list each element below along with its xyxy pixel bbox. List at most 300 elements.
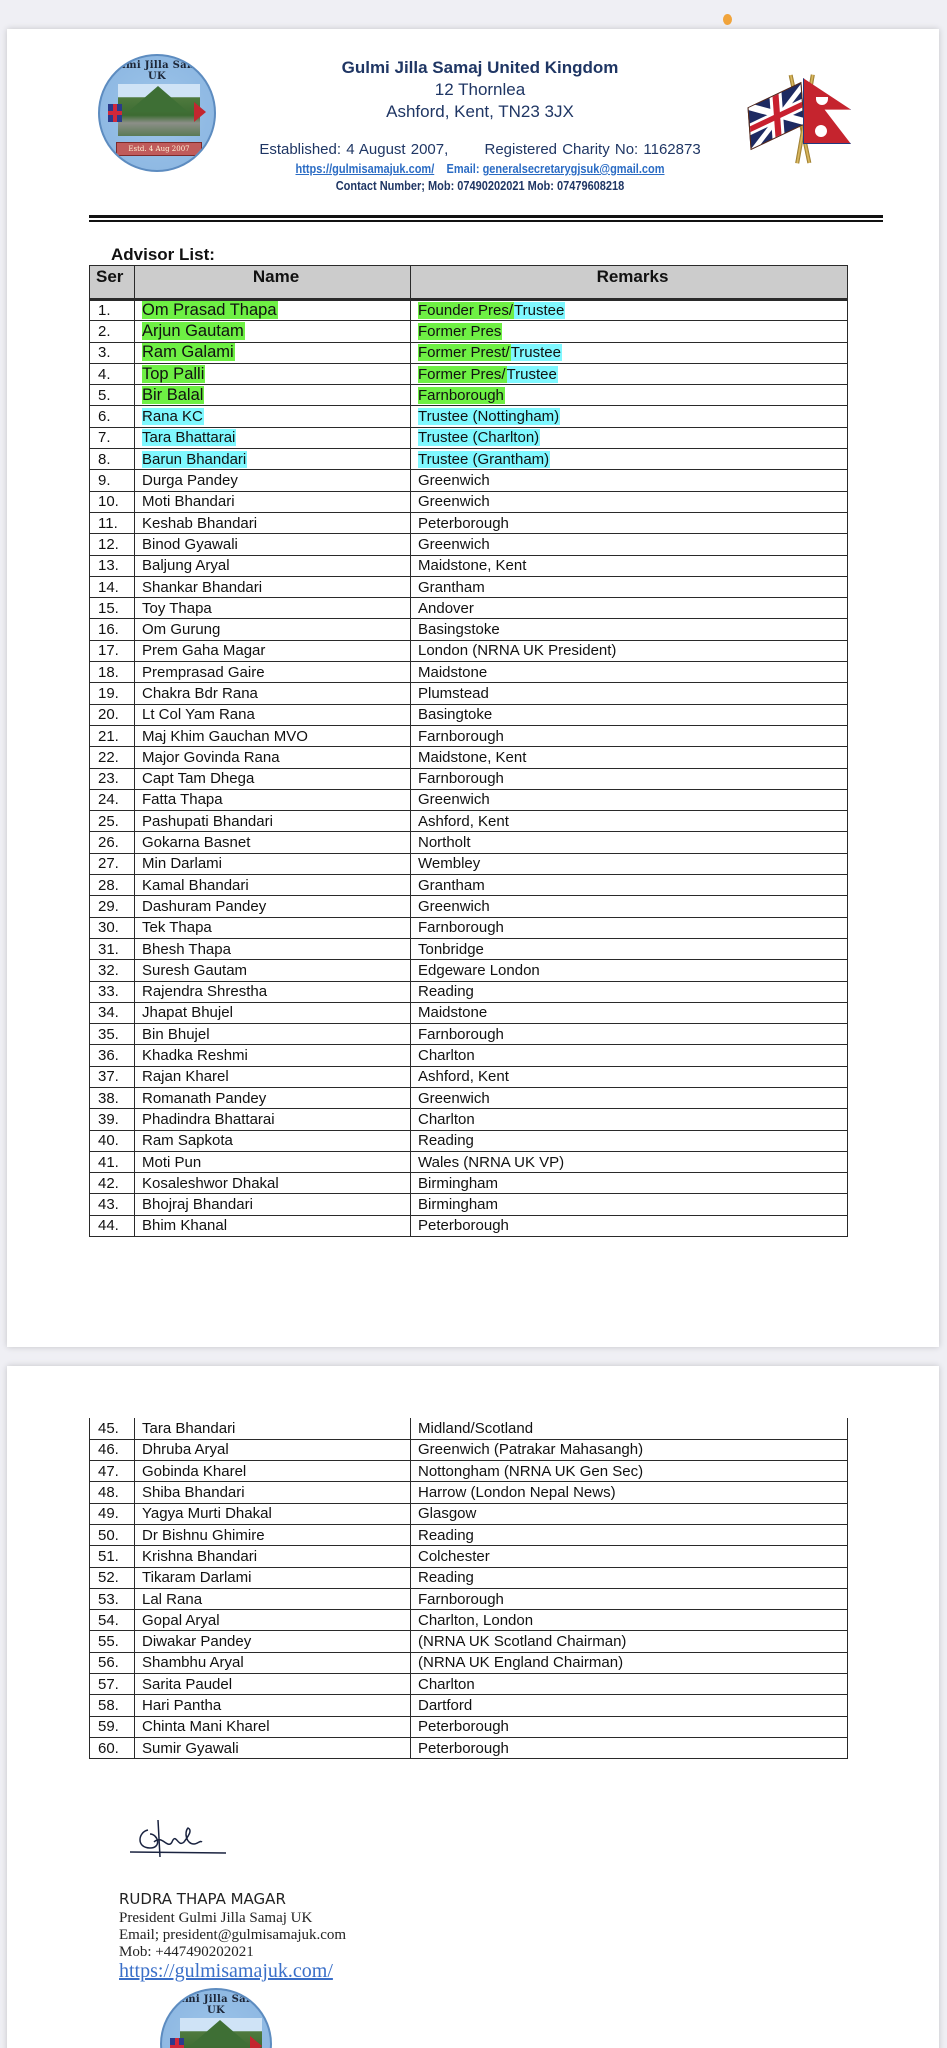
table-row <box>90 1588 848 1609</box>
organization-logo <box>98 54 216 172</box>
name-cell: Shankar Bhandari <box>135 576 411 597</box>
advisor-table-page-2 <box>89 1418 848 1759</box>
remarks-cell: Wembley <box>411 853 848 874</box>
logo-mountain <box>190 2020 250 2046</box>
name-cell: Rajendra Shrestha <box>135 981 411 1002</box>
table-row <box>90 1631 848 1652</box>
nepal-flag-icon <box>803 78 851 144</box>
ser-cell: 17. <box>90 640 135 661</box>
remarks-cell: Greenwich <box>411 789 848 810</box>
table-row <box>90 1194 848 1215</box>
table-row <box>90 1173 848 1194</box>
uk-flag-icon <box>108 104 122 122</box>
name-cell: Gopal Aryal <box>135 1610 411 1631</box>
ser-cell: 12. <box>90 534 135 555</box>
nepal-flag-icon <box>194 102 206 122</box>
name-cell: Keshab Bhandari <box>135 512 411 533</box>
ser-cell: 38. <box>90 1087 135 1108</box>
name-cell: Diwakar Pandey <box>135 1631 411 1652</box>
remarks-cell: Andover <box>411 598 848 619</box>
remarks-cell <box>411 321 848 342</box>
table-row <box>90 938 848 959</box>
links-line <box>260 162 700 176</box>
ser-cell: 43. <box>90 1194 135 1215</box>
name-cell: Yagya Murti Dhakal <box>135 1503 411 1524</box>
remarks-cell: Farnborough <box>411 1024 848 1045</box>
name-cell: Krishna Bhandari <box>135 1546 411 1567</box>
signer-mobile: Mob: +447490202021 <box>119 1944 254 1960</box>
table-row <box>90 747 848 768</box>
table-row <box>90 491 848 512</box>
remark-text: Former Pres <box>418 322 502 340</box>
table-row <box>90 683 848 704</box>
remarks-cell: Charlton <box>411 1045 848 1066</box>
ser-cell: 20. <box>90 704 135 725</box>
remark-text: Trustee (Grantham) <box>418 450 550 468</box>
ser-cell: 46. <box>90 1439 135 1460</box>
table-row <box>90 1482 848 1503</box>
remarks-cell: Basingtoke <box>411 704 848 725</box>
name-cell: Binod Gyawali <box>135 534 411 555</box>
name-cell: Sarita Paudel <box>135 1674 411 1695</box>
name-cell: Tek Thapa <box>135 917 411 938</box>
ser-cell: 9. <box>90 470 135 491</box>
remarks-cell: Charlton <box>411 1674 848 1695</box>
table-row <box>90 917 848 938</box>
ser-cell: 30. <box>90 917 135 938</box>
table-row <box>90 832 848 853</box>
list-title: Advisor List: <box>111 245 215 264</box>
name-cell: Maj Khim Gauchan MVO <box>135 725 411 746</box>
name-cell: Shiba Bhandari <box>135 1482 411 1503</box>
remarks-cell: (NRNA UK Scotland Chairman) <box>411 1631 848 1652</box>
table-row <box>90 363 848 384</box>
logo-mountain <box>128 86 188 112</box>
name-cell: Tara Bhandari <box>135 1418 411 1439</box>
table-row <box>90 640 848 661</box>
remarks-cell: Dartford <box>411 1695 848 1716</box>
ser-cell: 56. <box>90 1652 135 1673</box>
table-row <box>90 1461 848 1482</box>
remarks-cell: Charlton, London <box>411 1610 848 1631</box>
ser-cell: 10. <box>90 491 135 512</box>
name-cell: Khadka Reshmi <box>135 1045 411 1066</box>
table-row <box>90 1002 848 1023</box>
name-cell: Om Gurung <box>135 619 411 640</box>
website-link[interactable]: https://gulmisamajuk.com/ <box>295 162 435 176</box>
name-cell: Lal Rana <box>135 1588 411 1609</box>
name-cell: Prem Gaha Magar <box>135 640 411 661</box>
ser-cell: 58. <box>90 1695 135 1716</box>
name-cell: Bhim Khanal <box>135 1215 411 1236</box>
remarks-cell: Peterborough <box>411 1716 848 1737</box>
table-row <box>90 1066 848 1087</box>
remarks-cell: Charlton <box>411 1109 848 1130</box>
name-cell <box>135 300 411 321</box>
ser-cell: 50. <box>90 1524 135 1545</box>
ser-cell: 39. <box>90 1109 135 1130</box>
name-cell: Fatta Thapa <box>135 789 411 810</box>
table-row <box>90 981 848 1002</box>
table-row <box>90 470 848 491</box>
email-link[interactable]: generalsecretarygjsuk@gmail.com <box>482 162 665 176</box>
remarks-cell <box>411 342 848 363</box>
table-row <box>90 406 848 427</box>
table-row <box>90 1215 848 1236</box>
remarks-cell: Farnborough <box>411 768 848 789</box>
remarks-cell <box>411 449 848 470</box>
uk-flag-icon <box>170 2038 184 2048</box>
remarks-cell: Maidstone <box>411 1002 848 1023</box>
remarks-cell: Ashford, Kent <box>411 1066 848 1087</box>
remarks-cell: Farnborough <box>411 917 848 938</box>
ser-cell: 60. <box>90 1737 135 1758</box>
ser-cell: 36. <box>90 1045 135 1066</box>
table-row <box>90 1652 848 1673</box>
table-row <box>90 896 848 917</box>
remarks-cell: Maidstone, Kent <box>411 555 848 576</box>
name-cell: Hari Pantha <box>135 1695 411 1716</box>
name-cell: Lt Col Yam Rana <box>135 704 411 725</box>
remarks-cell <box>411 300 848 321</box>
remarks-cell: Birmingham <box>411 1194 848 1215</box>
remark-text: Founder Pres/ <box>418 302 514 320</box>
table-row <box>90 576 848 597</box>
table-row <box>90 853 848 874</box>
remarks-cell: Tonbridge <box>411 938 848 959</box>
remark-text: Former Prest/ <box>418 344 510 362</box>
remarks-cell: Peterborough <box>411 512 848 533</box>
remarks-cell <box>411 363 848 384</box>
table-row <box>90 321 848 342</box>
name-cell: Sumir Gyawali <box>135 1737 411 1758</box>
table-row <box>90 1503 848 1524</box>
remarks-cell: Grantham <box>411 576 848 597</box>
advisor-table-page-1 <box>89 265 848 1237</box>
name-cell <box>135 321 411 342</box>
name-cell: Baljung Aryal <box>135 555 411 576</box>
table-row <box>90 1418 848 1439</box>
column-header-name: Name <box>135 266 411 300</box>
ser-cell: 55. <box>90 1631 135 1652</box>
column-header-ser: Ser <box>90 266 135 300</box>
ser-cell: 5. <box>90 385 135 406</box>
remark-text: Former Pres/ <box>418 365 506 383</box>
name-text: Bir Balal <box>142 385 204 404</box>
name-cell: Bhesh Thapa <box>135 938 411 959</box>
remark-trustee-text: Trustee <box>506 365 557 383</box>
table-row <box>90 1439 848 1460</box>
remark-trustee-text: Trustee <box>514 302 565 320</box>
table-row <box>90 662 848 683</box>
ser-cell: 16. <box>90 619 135 640</box>
name-cell: Premprasad Gaire <box>135 662 411 683</box>
ser-cell: 28. <box>90 875 135 896</box>
column-header-remarks: Remarks <box>411 266 848 300</box>
ser-cell: 14. <box>90 576 135 597</box>
table-row <box>90 598 848 619</box>
ser-cell: 33. <box>90 981 135 1002</box>
remarks-cell: Greenwich <box>411 491 848 512</box>
table-header-row <box>90 266 848 300</box>
ser-cell: 27. <box>90 853 135 874</box>
table-row <box>90 1674 848 1695</box>
remarks-cell: Reading <box>411 1130 848 1151</box>
name-cell: Kosaleshwor Dhakal <box>135 1173 411 1194</box>
contact-numbers: Contact Number; Mob: 07490202021 Mob: 07479608218 <box>335 179 625 193</box>
name-cell: Moti Pun <box>135 1151 411 1172</box>
remarks-cell: Edgeware London <box>411 960 848 981</box>
table-row <box>90 1567 848 1588</box>
name-cell: Bhojraj Bhandari <box>135 1194 411 1215</box>
ser-cell: 47. <box>90 1461 135 1482</box>
remarks-cell: Reading <box>411 981 848 1002</box>
remark-text: Trustee (Nottingham) <box>418 408 560 426</box>
ser-cell: 51. <box>90 1546 135 1567</box>
table-row <box>90 768 848 789</box>
ser-cell: 42. <box>90 1173 135 1194</box>
table-row <box>90 534 848 555</box>
table-row <box>90 1151 848 1172</box>
remarks-cell: Grantham <box>411 875 848 896</box>
ser-cell: 4. <box>90 363 135 384</box>
name-text: Barun Bhandari <box>142 450 247 468</box>
name-cell: Moti Bhandari <box>135 491 411 512</box>
name-text: Top Palli <box>142 364 205 383</box>
remarks-cell: Greenwich <box>411 1087 848 1108</box>
ser-cell: 13. <box>90 555 135 576</box>
signer-title: President Gulmi Jilla Samaj UK <box>119 1910 313 1926</box>
charity-number: Registered Charity No: 1162873 <box>484 141 701 158</box>
remarks-cell: Maidstone, Kent <box>411 747 848 768</box>
ser-cell: 52. <box>90 1567 135 1588</box>
nepal-flag-icon <box>250 2036 262 2048</box>
remarks-cell: Wales (NRNA UK VP) <box>411 1151 848 1172</box>
name-cell: Bin Bhujel <box>135 1024 411 1045</box>
remarks-cell: Farnborough <box>411 1588 848 1609</box>
ser-cell: 35. <box>90 1024 135 1045</box>
remarks-cell: Basingstoke <box>411 619 848 640</box>
remarks-cell: Midland/Scotland <box>411 1418 848 1439</box>
name-cell: Pashupati Bhandari <box>135 811 411 832</box>
table-row <box>90 1045 848 1066</box>
table-row <box>90 619 848 640</box>
table-row <box>90 300 848 321</box>
email-label: Email: <box>446 162 480 176</box>
remark-trustee-text: Trustee <box>510 344 561 362</box>
ser-cell: 53. <box>90 1588 135 1609</box>
remark-text: Farnborough <box>418 386 504 404</box>
table-row <box>90 704 848 725</box>
ser-cell: 3. <box>90 342 135 363</box>
remarks-cell: Greenwich <box>411 470 848 491</box>
name-cell: Gobinda Kharel <box>135 1461 411 1482</box>
name-cell: Ram Sapkota <box>135 1130 411 1151</box>
table-row <box>90 1695 848 1716</box>
ser-cell: 44. <box>90 1215 135 1236</box>
name-text: Om Prasad Thapa <box>142 301 277 320</box>
remarks-cell: Colchester <box>411 1546 848 1567</box>
table-row <box>90 1130 848 1151</box>
remarks-cell: Peterborough <box>411 1737 848 1758</box>
ser-cell: 18. <box>90 662 135 683</box>
table-row <box>90 385 848 406</box>
table-row <box>90 1610 848 1631</box>
ser-cell: 59. <box>90 1716 135 1737</box>
address-line-2: Ashford, Kent, TN23 3JX <box>386 102 574 121</box>
remarks-cell <box>411 406 848 427</box>
ser-cell: 24. <box>90 789 135 810</box>
remarks-cell: Farnborough <box>411 725 848 746</box>
ser-cell: 25. <box>90 811 135 832</box>
ser-cell: 2. <box>90 321 135 342</box>
table-row <box>90 1024 848 1045</box>
table-row <box>90 427 848 448</box>
signature-image <box>128 1812 228 1862</box>
org-name: Gulmi Jilla Samaj United Kingdom <box>341 58 619 77</box>
name-cell: Chakra Bdr Rana <box>135 683 411 704</box>
remarks-cell <box>411 385 848 406</box>
remarks-cell: Maidstone <box>411 662 848 683</box>
remarks-cell: Harrow (London Nepal News) <box>411 1482 848 1503</box>
name-cell: Shambhu Aryal <box>135 1652 411 1673</box>
logo-arc-text: Gulmi Jilla Samaj UK <box>164 1994 268 2016</box>
signer-name: RUDRA THAPA MAGAR <box>119 1890 286 1908</box>
table-row <box>90 875 848 896</box>
remarks-cell: Reading <box>411 1567 848 1588</box>
name-text: Rana KC <box>142 408 203 426</box>
ser-cell: 40. <box>90 1130 135 1151</box>
ser-cell: 19. <box>90 683 135 704</box>
name-text: Arjun Gautam <box>142 321 244 340</box>
header-divider-thin <box>89 220 883 222</box>
name-cell <box>135 385 411 406</box>
name-cell <box>135 427 411 448</box>
logo-arc-text: Gulmi Jilla Samaj UK <box>105 60 209 82</box>
union-jack-icon <box>748 82 805 150</box>
name-cell: Kamal Bhandari <box>135 875 411 896</box>
ser-cell: 49. <box>90 1503 135 1524</box>
ser-cell: 45. <box>90 1418 135 1439</box>
ser-cell: 6. <box>90 406 135 427</box>
ser-cell: 37. <box>90 1066 135 1087</box>
name-cell: Dr Bishnu Ghimire <box>135 1524 411 1545</box>
signer-email: Email; president@gulmisamajuk.com <box>119 1927 347 1943</box>
remarks-cell: Greenwich <box>411 896 848 917</box>
logo-ribbon: Estd. 4 Aug 2007 <box>116 142 202 156</box>
name-cell: Capt Tam Dhega <box>135 768 411 789</box>
signer-website-link[interactable]: https://gulmisamajuk.com/ <box>119 1960 333 1982</box>
established-date: Established: 4 August 2007, <box>259 141 449 158</box>
remarks-cell: Peterborough <box>411 1215 848 1236</box>
header-divider <box>89 215 883 218</box>
name-cell: Durga Pandey <box>135 470 411 491</box>
ser-cell: 41. <box>90 1151 135 1172</box>
table-row <box>90 789 848 810</box>
remarks-cell: London (NRNA UK President) <box>411 640 848 661</box>
remarks-cell: (NRNA UK England Chairman) <box>411 1652 848 1673</box>
name-cell: Min Darlami <box>135 853 411 874</box>
remarks-cell: Northolt <box>411 832 848 853</box>
name-cell: Phadindra Bhattarai <box>135 1109 411 1130</box>
ser-cell: 8. <box>90 449 135 470</box>
ser-cell: 21. <box>90 725 135 746</box>
remarks-cell: Nottongham (NRNA UK Gen Sec) <box>411 1461 848 1482</box>
ser-cell: 48. <box>90 1482 135 1503</box>
organization-logo-footer <box>160 1988 272 2048</box>
table-row <box>90 512 848 533</box>
table-row <box>90 555 848 576</box>
ser-cell: 34. <box>90 1002 135 1023</box>
ser-cell: 29. <box>90 896 135 917</box>
name-cell: Suresh Gautam <box>135 960 411 981</box>
name-cell <box>135 342 411 363</box>
ser-cell: 1. <box>90 300 135 321</box>
table-row <box>90 811 848 832</box>
ser-cell: 23. <box>90 768 135 789</box>
table-row <box>90 1524 848 1545</box>
ser-cell: 15. <box>90 598 135 619</box>
name-cell: Jhapat Bhujel <box>135 1002 411 1023</box>
uk-nepal-flags-pin <box>745 66 855 171</box>
name-cell: Toy Thapa <box>135 598 411 619</box>
remarks-cell: Greenwich <box>411 534 848 555</box>
name-cell: Major Govinda Rana <box>135 747 411 768</box>
name-cell: Romanath Pandey <box>135 1087 411 1108</box>
name-cell: Dashuram Pandey <box>135 896 411 917</box>
address-line-1: 12 Thornlea <box>434 80 526 99</box>
table-row <box>90 449 848 470</box>
name-cell: Tikaram Darlami <box>135 1567 411 1588</box>
name-cell: Chinta Mani Kharel <box>135 1716 411 1737</box>
ser-cell: 31. <box>90 938 135 959</box>
remarks-cell: Ashford, Kent <box>411 811 848 832</box>
name-cell: Gokarna Basnet <box>135 832 411 853</box>
name-cell: Dhruba Aryal <box>135 1439 411 1460</box>
ser-cell: 26. <box>90 832 135 853</box>
name-text: Tara Bhattarai <box>142 429 236 447</box>
ser-cell: 11. <box>90 512 135 533</box>
remarks-cell: Birmingham <box>411 1173 848 1194</box>
remark-text: Trustee (Charlton) <box>418 429 540 447</box>
table-row <box>90 342 848 363</box>
table-row <box>90 1546 848 1567</box>
name-cell <box>135 363 411 384</box>
name-cell: Rajan Kharel <box>135 1066 411 1087</box>
established-charity-line <box>230 141 730 158</box>
name-cell <box>135 406 411 427</box>
table-row <box>90 960 848 981</box>
ser-cell: 22. <box>90 747 135 768</box>
table-row <box>90 1737 848 1758</box>
remarks-cell: Reading <box>411 1524 848 1545</box>
table-row <box>90 1109 848 1130</box>
name-cell <box>135 449 411 470</box>
ser-cell: 57. <box>90 1674 135 1695</box>
remarks-cell: Plumstead <box>411 683 848 704</box>
remarks-cell: Greenwich (Patrakar Mahasangh) <box>411 1439 848 1460</box>
status-dot <box>723 14 732 25</box>
table-row <box>90 725 848 746</box>
ser-cell: 7. <box>90 427 135 448</box>
name-text: Ram Galami <box>142 343 234 362</box>
ser-cell: 54. <box>90 1610 135 1631</box>
remarks-cell <box>411 427 848 448</box>
table-row <box>90 1087 848 1108</box>
remarks-cell: Glasgow <box>411 1503 848 1524</box>
ser-cell: 32. <box>90 960 135 981</box>
table-row <box>90 1716 848 1737</box>
